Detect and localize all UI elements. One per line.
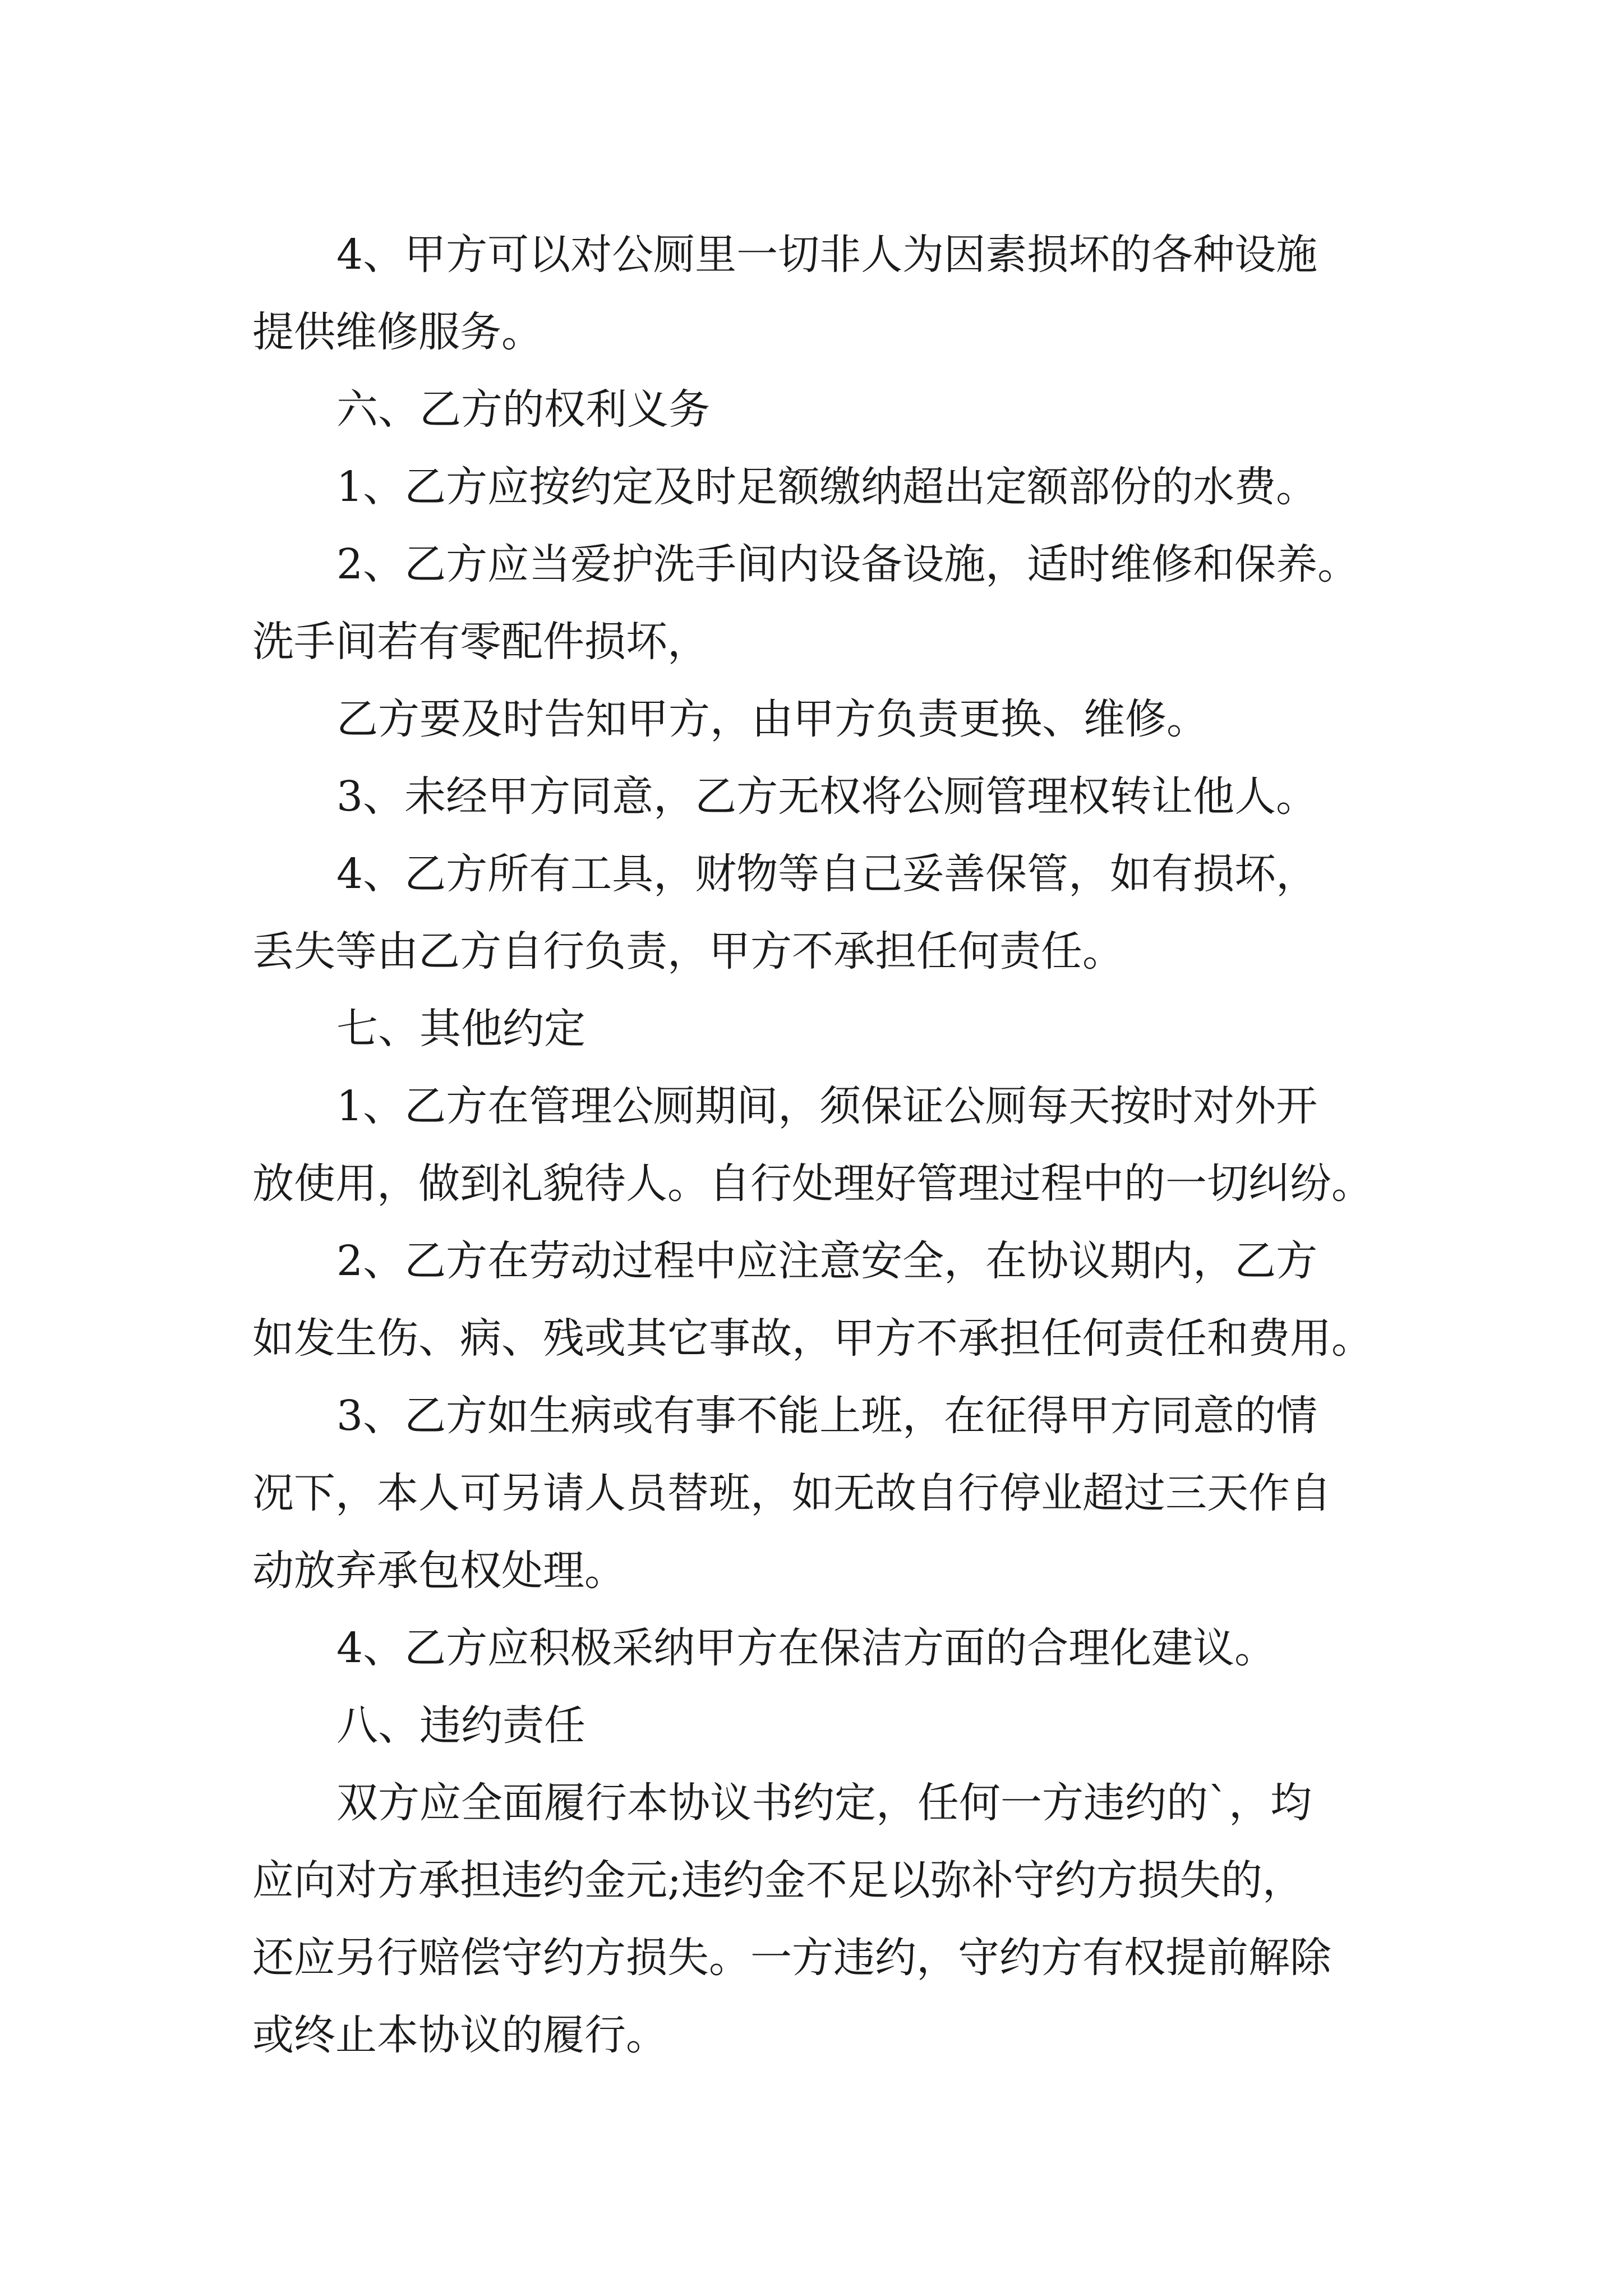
text-line: 如发生伤、病、残或其它事故，甲方不承担任何责任和费用。 (252, 1314, 1373, 1363)
text-line: 4、乙方所有工具，财物等自己妥善保管，如有损坏， (336, 850, 1318, 898)
text-line: 动放弃承包权处理。 (252, 1547, 626, 1595)
text-line: 或终止本协议的履行。 (252, 2011, 667, 2059)
document-body (252, 216, 1402, 2074)
text-line: 丢失等由乙方自行负责，甲方不承担任何责任。 (252, 927, 1124, 976)
text-line: 乙方要及时告知甲方，由甲方负责更换、维修。 (336, 695, 1208, 743)
text-line: 洗手间若有零配件损坏， (252, 618, 709, 666)
text-line: 3、未经甲方同意，乙方无权将公厕管理权转让他人。 (336, 772, 1318, 821)
text-line: 4、乙方应积极采纳甲方在保洁方面的合理化建议。 (336, 1624, 1276, 1672)
text-line: 双方应全面履行本协议书约定，任何一方违约的`，均 (336, 1779, 1312, 1827)
section-heading: 八、违约责任 (336, 1701, 585, 1750)
text-line: 应向对方承担违约金元;违约金不足以弥补守约方损失的， (252, 1856, 1304, 1904)
text-line: 放使用，做到礼貌待人。自行处理好管理过程中的一切纠纷。 (252, 1159, 1373, 1208)
text-line: 3、乙方如生病或有事不能上班，在征得甲方同意的情 (336, 1392, 1318, 1440)
text-line: 4、甲方可以对公厕里一切非人为因素损坏的各种设施 (336, 231, 1318, 279)
text-line: 还应另行赔偿守约方损失。一方违约，守约方有权提前解除 (252, 1934, 1331, 1982)
text-line: 1、乙方在管理公厕期间，须保证公厕每天按时对外开 (336, 1082, 1318, 1130)
text-line: 2、乙方应当爱护洗手间内设备设施，适时维修和保养。 (336, 540, 1359, 588)
text-line: 2、乙方在劳动过程中应注意安全，在协议期内，乙方 (336, 1237, 1318, 1285)
section-heading: 七、其他约定 (336, 1005, 585, 1053)
text-line: 提供维修服务。 (252, 308, 543, 356)
text-line: 1、乙方应按约定及时足额缴纳超出定额部份的水费。 (336, 463, 1318, 511)
text-line: 况下，本人可另请人员替班，如无故自行停业超过三天作自 (252, 1469, 1331, 1517)
section-heading: 六、乙方的权利义务 (336, 385, 710, 434)
